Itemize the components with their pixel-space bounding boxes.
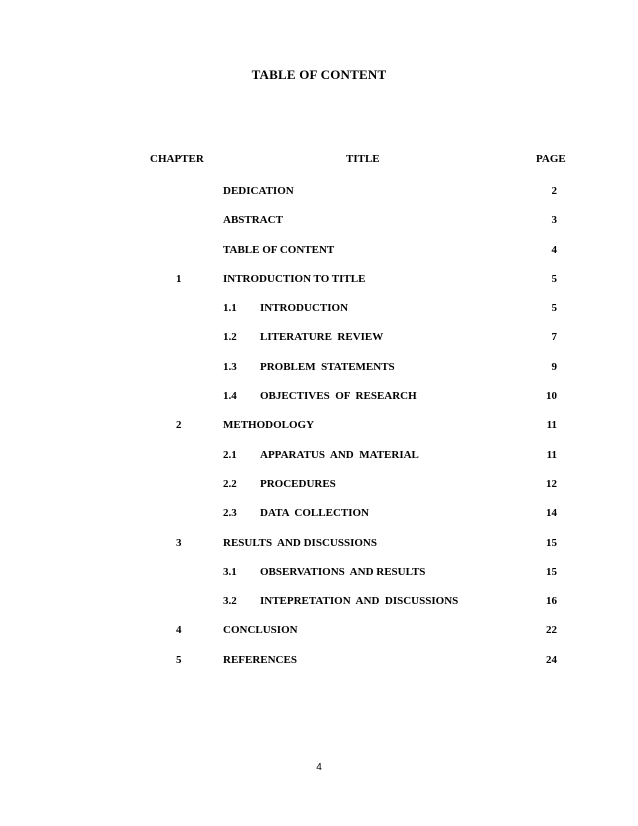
- toc-entry-title: OBJECTIVES OF RESEARCH: [260, 390, 417, 403]
- toc-page-number: 10: [546, 390, 557, 403]
- toc-entry-title: PROCEDURES: [260, 477, 336, 490]
- toc-row: [0, 302, 638, 331]
- toc-page-number: 14: [546, 507, 557, 520]
- toc-row: [0, 331, 638, 360]
- toc-row: [0, 537, 638, 566]
- toc-page-number: 16: [546, 595, 557, 608]
- toc-chapter-number: 5: [176, 653, 182, 666]
- toc-section-number: 2.2: [223, 477, 237, 490]
- toc-row: [0, 185, 638, 214]
- column-header-page: PAGE: [536, 153, 566, 165]
- toc-section-number: 3.2: [223, 595, 237, 608]
- toc-page-number: 4: [551, 243, 557, 256]
- toc-section-number: 3.1: [223, 565, 237, 578]
- toc-entry-title: DEDICATION: [223, 185, 294, 197]
- toc-page-number: 11: [546, 419, 557, 432]
- toc-section-number: 2.1: [223, 448, 237, 461]
- toc-row: [0, 273, 638, 302]
- toc-entry-title: RESULTS AND DISCUSSIONS: [223, 536, 377, 549]
- toc-entry-title: INTRODUCTION: [260, 302, 349, 315]
- toc-entry-title: REFERENCES: [223, 653, 297, 666]
- toc-row: [0, 361, 638, 390]
- toc-row: [0, 595, 638, 624]
- toc-row: [0, 624, 638, 653]
- toc-chapter-number: 3: [176, 536, 182, 549]
- toc-page-number: 9: [551, 360, 557, 373]
- column-header-title: TITLE: [346, 153, 380, 165]
- toc-page-number: 15: [546, 565, 557, 578]
- toc-page-number: 3: [551, 214, 557, 227]
- toc-page-number: 24: [546, 653, 557, 666]
- toc-section-number: 1.3: [223, 360, 237, 373]
- toc-entry-title: ABSTRACT: [223, 214, 283, 227]
- toc-page-number: 7: [551, 331, 557, 344]
- toc-entry-title: METHODOLOGY: [223, 419, 315, 432]
- toc-row: [0, 566, 638, 595]
- column-header-chapter: CHAPTER: [150, 153, 204, 165]
- toc-row: [0, 419, 638, 448]
- toc-page-number: 5: [551, 302, 557, 315]
- toc-page-number: 15: [546, 536, 557, 549]
- toc-list: [0, 185, 638, 683]
- toc-section-number: 1.2: [223, 331, 237, 344]
- toc-entry-title: CONCLUSION: [223, 624, 298, 637]
- toc-entry-title: INTEPRETATION AND DISCUSSIONS: [260, 595, 459, 608]
- toc-section-number: 1.4: [223, 390, 237, 403]
- toc-entry-title: INTRODUCTION TO TITLE: [223, 272, 366, 285]
- toc-entry-title: OBSERVATIONS AND RESULTS: [260, 565, 426, 578]
- toc-row: [0, 449, 638, 478]
- toc-chapter-number: 4: [176, 624, 182, 637]
- toc-entry-title: APPARATUS AND MATERIAL: [260, 448, 419, 461]
- toc-section-number: 2.3: [223, 507, 237, 520]
- toc-entry-title: DATA COLLECTION: [260, 507, 370, 520]
- toc-row: [0, 214, 638, 243]
- toc-chapter-number: 2: [176, 419, 182, 432]
- toc-page-number: 2: [551, 185, 557, 197]
- toc-row: [0, 390, 638, 419]
- toc-section-number: 1.1: [223, 302, 237, 315]
- toc-page-number: 5: [551, 272, 557, 285]
- toc-page-number: 22: [546, 624, 557, 637]
- toc-chapter-number: 1: [176, 272, 182, 285]
- toc-page-number: 12: [546, 477, 557, 490]
- toc-entry-title: TABLE OF CONTENT: [223, 243, 335, 256]
- page-title: TABLE OF CONTENT: [251, 67, 387, 82]
- toc-row: [0, 654, 638, 683]
- toc-row: [0, 507, 638, 536]
- toc-entry-title: PROBLEM STATEMENTS: [260, 360, 395, 373]
- toc-entry-title: LITERATURE REVIEW: [260, 331, 384, 344]
- toc-page-number: 11: [546, 448, 557, 461]
- page-number: 4: [316, 762, 322, 773]
- toc-row: [0, 244, 638, 273]
- toc-row: [0, 478, 638, 507]
